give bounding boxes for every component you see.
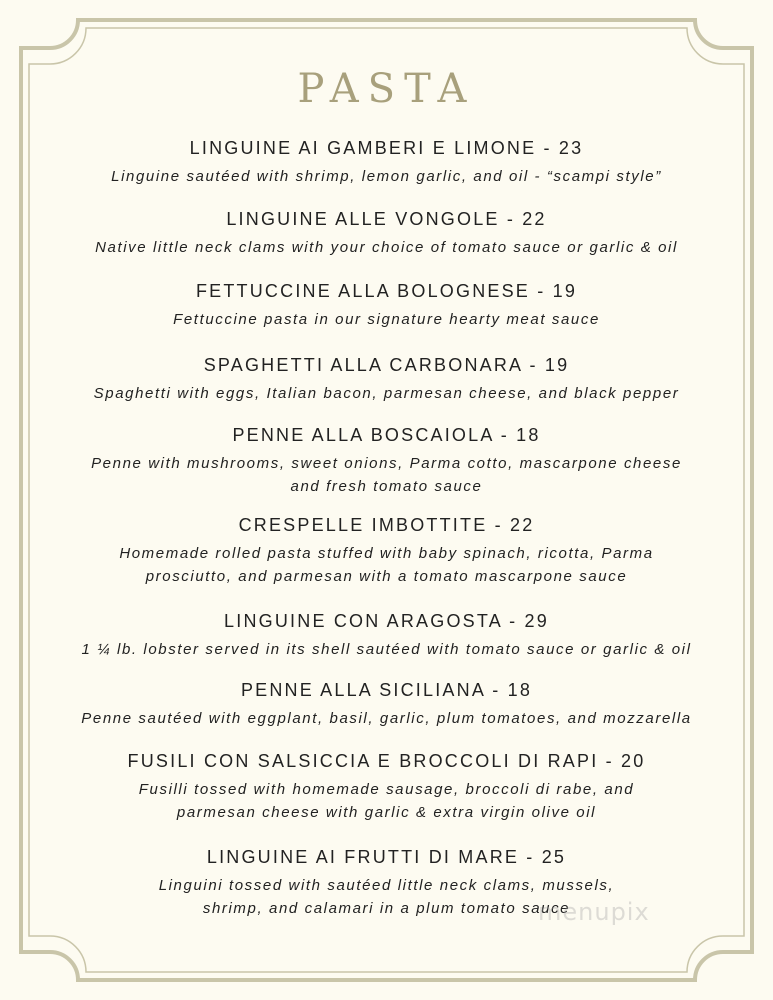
menu-item-description-line: shrimp, and calamari in a plum tomato sauce bbox=[202, 900, 571, 917]
menu-item-description: 1 ¼ lb. lobster served in its shell sautéed with tomato sauce or garlic & oil bbox=[81, 641, 692, 658]
menu-item bbox=[40, 280, 733, 331]
menu-item-description: Linguine sautéed with shrimp, lemon garlic, and oil - “scampi style” bbox=[111, 168, 662, 185]
menu-item-description-line: prosciutto, and parmesan with a tomato mascarpone sauce bbox=[145, 568, 628, 585]
menu-item bbox=[40, 424, 733, 498]
page-title: PASTA bbox=[297, 66, 476, 112]
menu-item-description bbox=[40, 542, 733, 588]
menu-item bbox=[40, 610, 733, 661]
menu-item-name: SPAGHETTI ALLA CARBONARA - 19 bbox=[203, 355, 570, 375]
menu-item-name: LINGUINE AI GAMBERI E LIMONE - 23 bbox=[189, 138, 584, 158]
menu-item-name: LINGUINE AI FRUTTI DI MARE - 25 bbox=[206, 847, 567, 867]
menu-item bbox=[40, 750, 733, 824]
menu-item-description-line: Linguini tossed with sautéed little neck clams, mussels, bbox=[158, 877, 615, 894]
menu-item-name: FETTUCCINE ALLA BOLOGNESE - 19 bbox=[195, 281, 578, 301]
menu-item-description-line: parmesan cheese with garlic & extra virgin olive oil bbox=[176, 804, 597, 821]
menu-item-description: Fettuccine pasta in our signature hearty meat sauce bbox=[173, 311, 600, 328]
menu-item-name: PENNE ALLA SICILIANA - 18 bbox=[240, 680, 533, 700]
menu-item-name: FUSILI CON SALSICCIA E BROCCOLI DI RAPI - 20 bbox=[127, 751, 646, 771]
menu-item-description bbox=[40, 452, 733, 498]
menu-item-description: Native little neck clams with your choice of tomato sauce or garlic & oil bbox=[95, 239, 678, 256]
menu-item bbox=[40, 208, 733, 259]
menu-item-name: CRESPELLE IMBOTTITE - 22 bbox=[238, 515, 535, 535]
menu-item-description bbox=[40, 778, 733, 824]
menu-item-description-line: Homemade rolled pasta stuffed with baby spinach, ricotta, Parma bbox=[119, 545, 654, 562]
menu-item-description-line: Penne with mushrooms, sweet onions, Parma cotto, mascarpone cheese bbox=[91, 455, 682, 472]
menu-item-description: Spaghetti with eggs, Italian bacon, parmesan cheese, and black pepper bbox=[93, 385, 680, 402]
menu-item bbox=[40, 354, 733, 405]
menu-item bbox=[40, 514, 733, 588]
menu-item bbox=[40, 679, 733, 730]
menu-item-description: Penne sautéed with eggplant, basil, garlic, plum tomatoes, and mozzarella bbox=[81, 710, 692, 727]
menu-item-name: LINGUINE CON ARAGOSTA - 29 bbox=[224, 611, 549, 631]
menu-item bbox=[40, 137, 733, 188]
menu-item-description-line: Fusilli tossed with homemade sausage, broccoli di rabe, and bbox=[138, 781, 635, 798]
menu-item-name: PENNE ALLA BOSCAIOLA - 18 bbox=[232, 425, 541, 445]
menu-item-description-line: and fresh tomato sauce bbox=[290, 478, 483, 495]
menu-item-name: LINGUINE ALLE VONGOLE - 22 bbox=[226, 209, 547, 229]
watermark: menupix bbox=[538, 898, 650, 926]
